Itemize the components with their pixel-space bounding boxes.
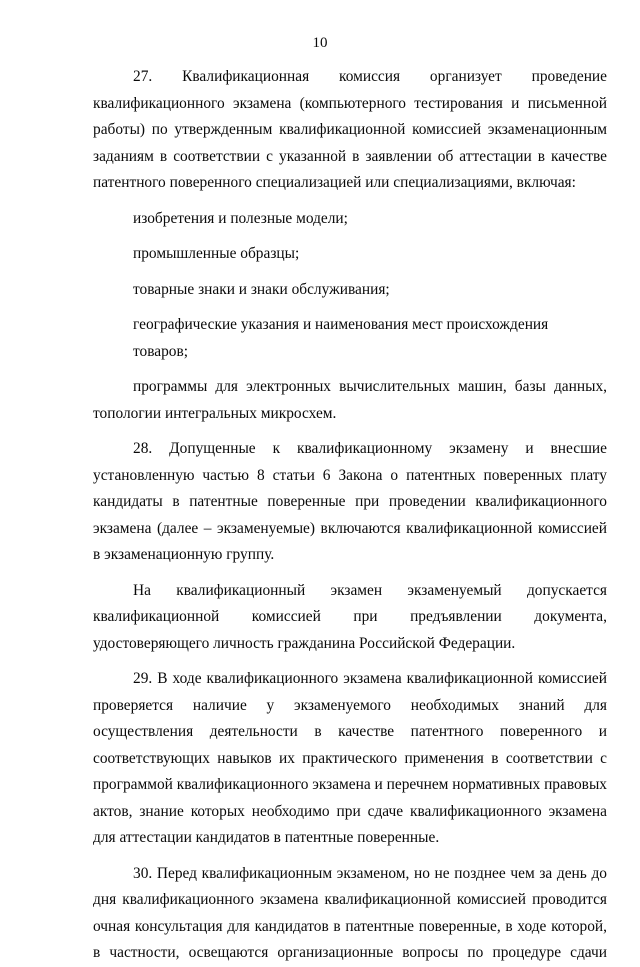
document-body [93, 64, 607, 967]
paragraph-30: 30. Перед квалификационным экзаменом, но не позднее чем за день до дня квалификационного экзамена квалификационной комиссией проводится очная консультация для кандидатов в патентные поверенные, в ходе которой, в частности, освещаются организационные вопросы по процедуре сдачи [93, 864, 607, 961]
paragraph-29: 29. В ходе квалификационного экзамена квалификационной комиссией проверяется наличие у экзаменуемого необходимых знаний для осуществления деятельности в качестве патентного поверенного и соответствующих навыков их практического применения в соответствии с программой квалификационного экзамена и перечнем нормативных правовых актов, знание которых необходимо при сдаче квалификационного экзамена для аттестации кандидатов в патентные поверенные. [93, 670, 607, 846]
list-item-industrial-designs: промышленные образцы; [133, 245, 300, 262]
paragraph-28: 28. Допущенные к квалификационному экзамену и внесшие установленную частью 8 статьи 6 Закона о патентных поверенных плату кандидаты в патентные поверенные при проведении квалификационного экзамена (далее – экзаменуемые) включаются квалификационной комиссией в экзаменационную группу. [93, 440, 607, 563]
list-item-software-databases: программы для электронных вычислительных машин, базы данных, топологии интегральных микросхем. [93, 378, 607, 422]
list-item-geographical-indications: географические указания и наименования мест происхождения товаров; [133, 316, 549, 360]
paragraph-27: 27. Квалификационная комиссия организует проведение квалификационного экзамена (компьютерного тестирования и письменной работы) по утвержденным квалификационной комиссией экзаменационным заданиям в соответствии с указанной в заявлении об аттестации в качестве патентного поверенного специализацией или специализациями, включая: [93, 68, 607, 191]
page-number: 10 [312, 35, 328, 51]
paragraph-28-admission: На квалификационный экзамен экзаменуемый допускается квалификационной комиссией при предъявлении документа, удостоверяющего личность гражданина Российской Федерации. [93, 581, 607, 652]
list-item-trademarks: товарные знаки и знаки обслуживания; [133, 280, 390, 298]
list-item-inventions: изобретения и полезные модели; [133, 209, 348, 227]
